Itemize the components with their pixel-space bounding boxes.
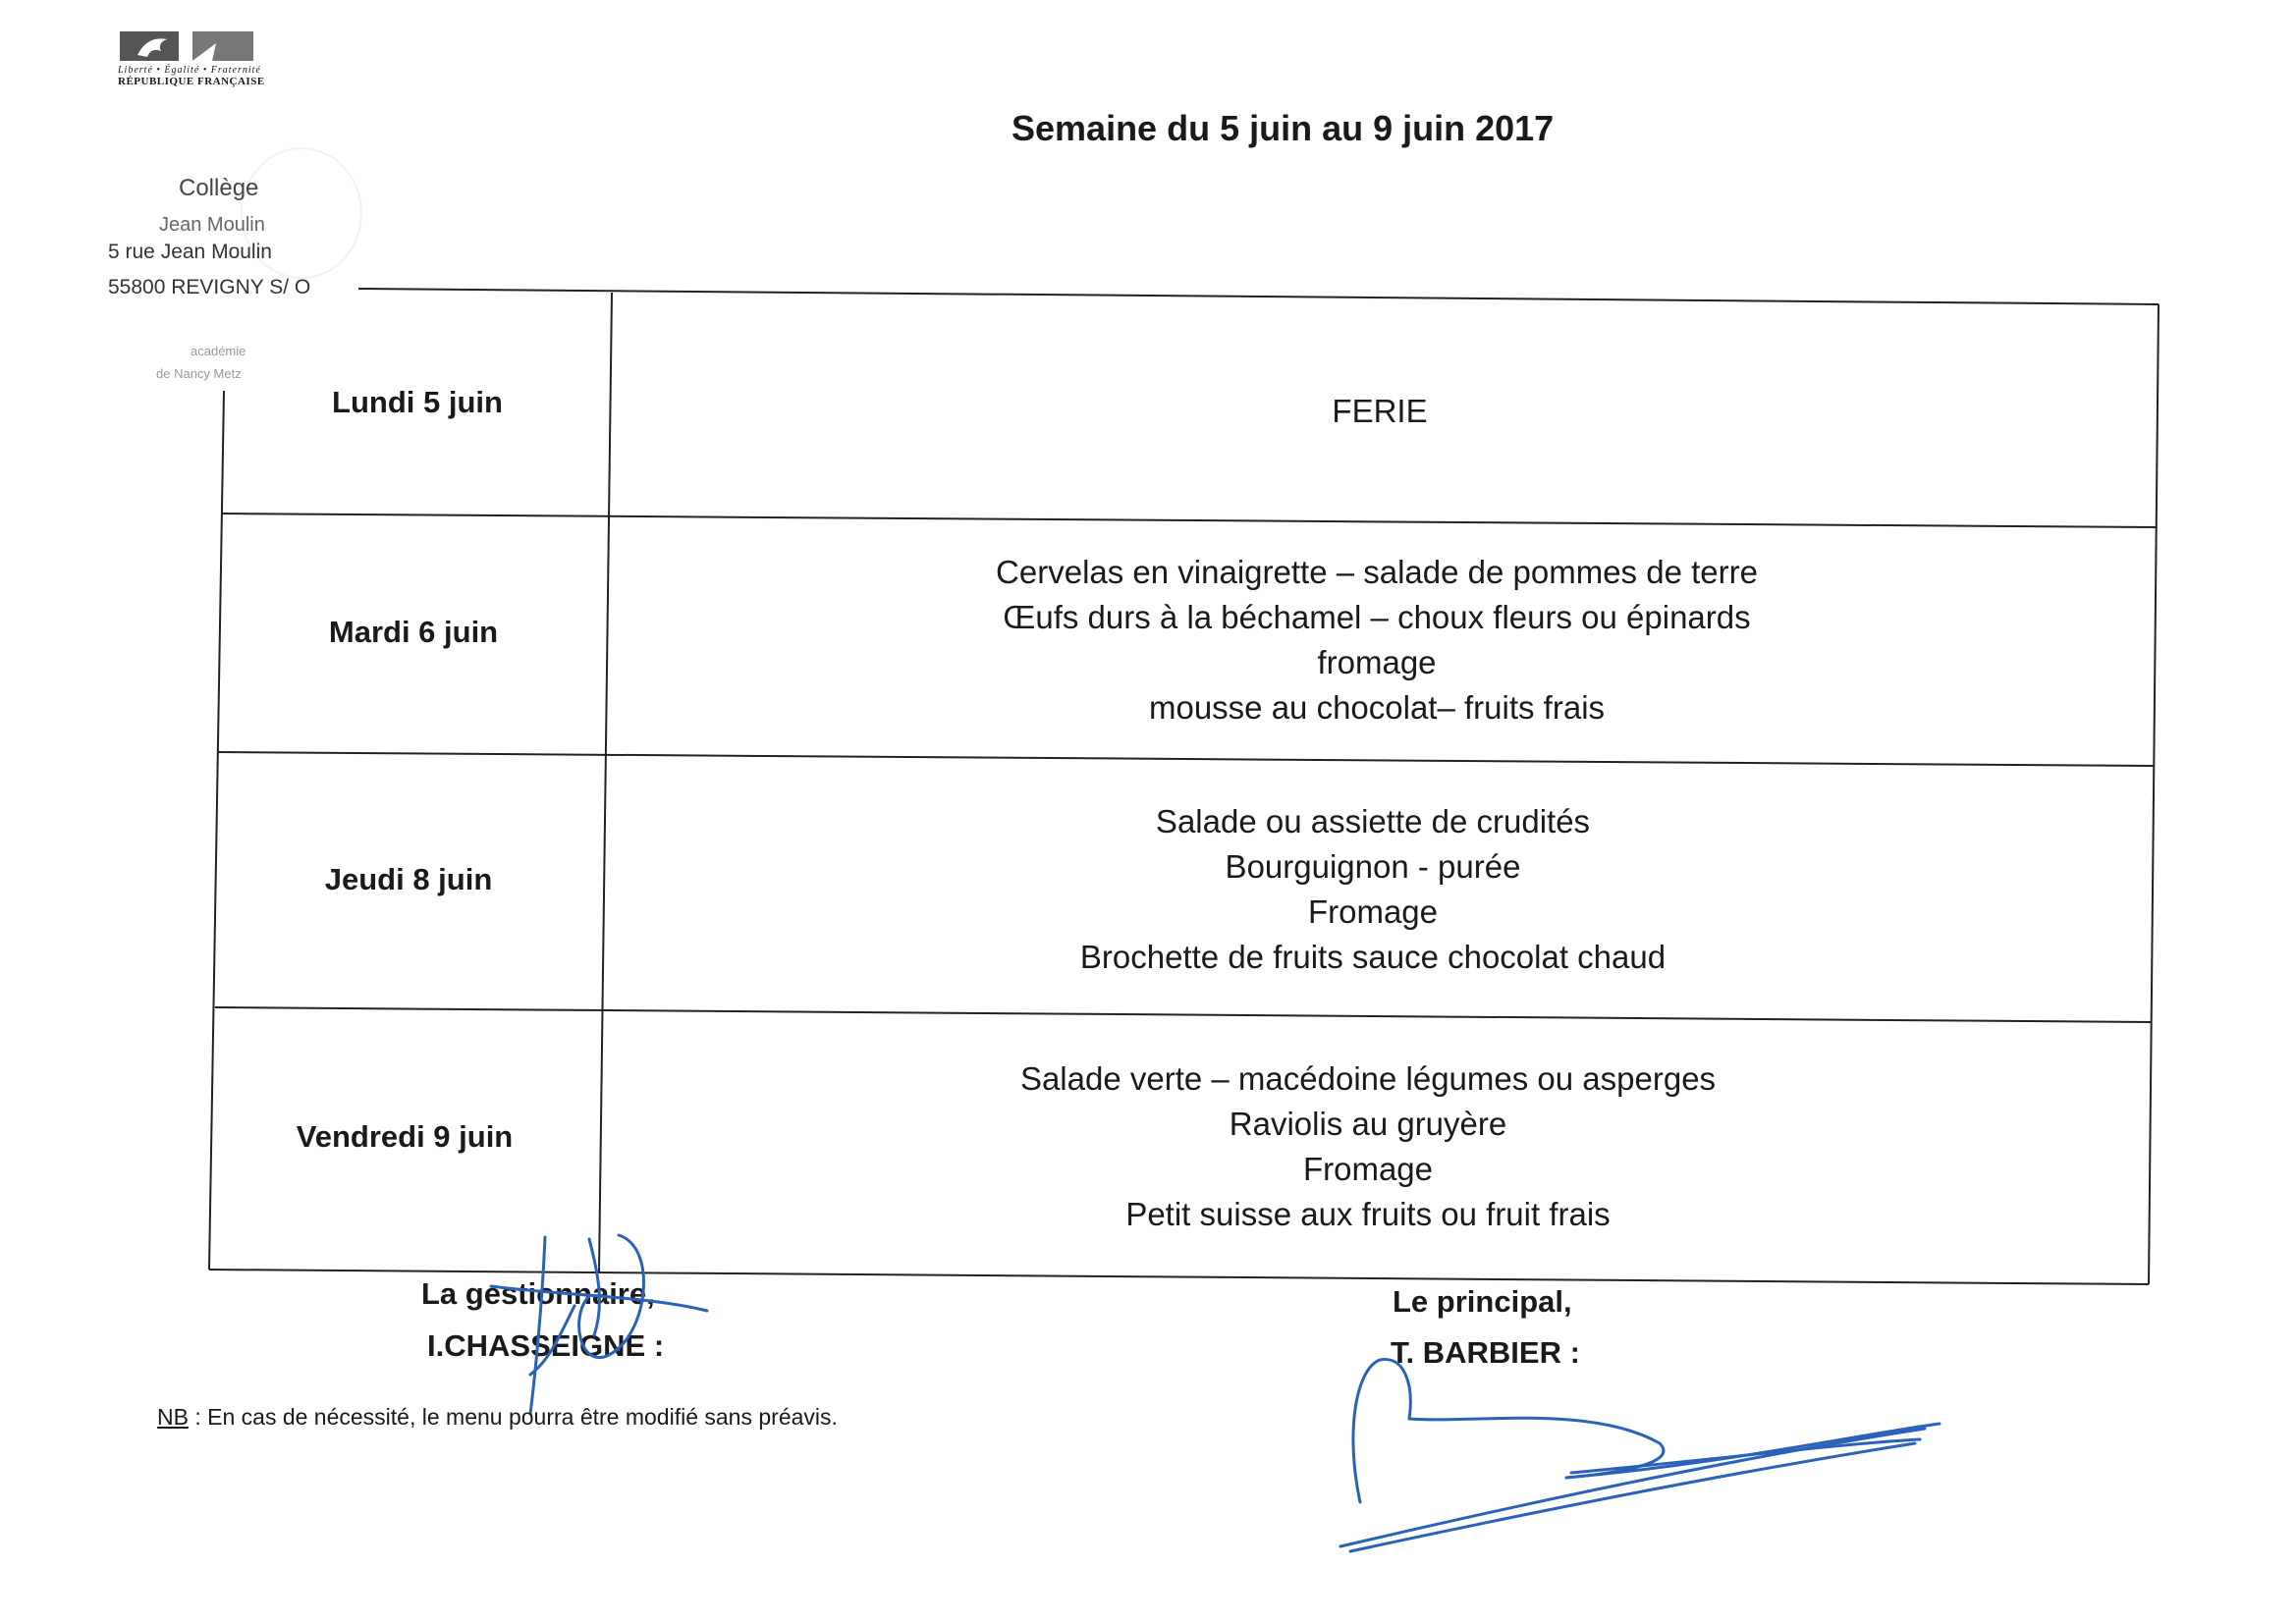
meal-line: Fromage [1302, 1151, 1434, 1187]
principal-name: T. BARBIER : [1391, 1335, 1580, 1370]
principal-role: Le principal, [1393, 1284, 1572, 1319]
page-title: Semaine du 5 juin au 9 juin 2017 [1011, 108, 1555, 148]
footer-note [157, 1404, 838, 1431]
meal-line: mousse au chocolat– fruits frais [1148, 689, 1606, 726]
gestionnaire-signature-icon [491, 1235, 707, 1414]
nb-label: NB [157, 1404, 189, 1430]
meal-line: Salade ou assiette de crudités [1155, 803, 1591, 839]
school-street: 5 rue Jean Moulin [108, 241, 272, 263]
nb-text: : En cas de nécessité, le menu pourra être modifié sans préavis. [188, 1404, 838, 1430]
meal-line: Petit suisse aux fruits ou fruit frais [1125, 1196, 1611, 1232]
day-friday: Vendredi 9 juin [296, 1119, 514, 1154]
meal-line: Œufs durs à la béchamel – choux fleurs ou épinards [1003, 599, 1751, 635]
school-academie: académie [191, 344, 246, 358]
meal-line: Cervelas en vinaigrette – salade de pommes de terre [996, 554, 1758, 590]
gestionnaire-name: I.CHASSEIGNE : [427, 1328, 665, 1363]
logo-republic: RÉPUBLIQUE FRANÇAISE [118, 76, 265, 87]
meal-line: Salade verte – macédoine légumes ou asperges [1019, 1060, 1717, 1097]
logo-motto: Liberté • Égalité • Fraternité [118, 65, 261, 76]
meal-line: Bourguignon - purée [1225, 848, 1521, 885]
meal-line: Raviolis au gruyère [1229, 1106, 1507, 1142]
principal-signature-icon [1340, 1359, 1940, 1551]
meal-line: FERIE [1332, 393, 1428, 429]
gestionnaire-role: La gestionnaire, [421, 1276, 655, 1311]
school-city: 55800 REVIGNY S/ O [108, 276, 311, 298]
school-name: Jean Moulin [159, 214, 265, 236]
meal-line: Brochette de fruits sauce chocolat chaud [1079, 939, 1667, 975]
day-monday: Lundi 5 juin [332, 385, 503, 419]
school-academie-name: de Nancy Metz [156, 366, 242, 381]
day-tuesday: Mardi 6 juin [328, 615, 499, 649]
meal-line: Fromage [1307, 893, 1439, 930]
meal-line: fromage [1317, 644, 1437, 680]
day-thursday: Jeudi 8 juin [324, 862, 493, 896]
school-type: Collège [179, 175, 259, 201]
